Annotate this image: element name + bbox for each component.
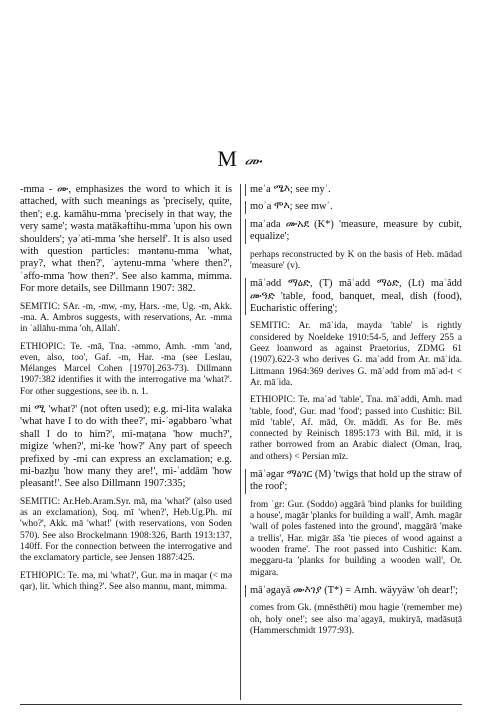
entry-maegaya: māʿǝgayā ሙእገያ (T*) = Amh. wäyyäw 'oh dear!'; [245, 585, 462, 597]
semitic-note: SEMITIC: SAr. -m, -mw, -my, Ḥars. -me, Ug. -m, Akk. -ma. A. Ambros suggests, with reservations, Ar. -mma in ʾallāhu-mma 'oh, Allah'. [20, 301, 232, 335]
entry-mea: meʾa ሜእ; see myʾ. [245, 184, 462, 196]
entry-note: comes from Gk. (mnēsthēti) mou hagie '(remember me) oh, holy one!'; see also maʿagayā, mukiryā, madāsuṭā (Hammerschmidt 1977:93). [250, 603, 462, 636]
entry-mi: mi ሚ 'what?' (not often used); e.g. mi-lita walaka 'what have I to do with thee?', mi-ʾǝgabbǝro 'what shall I do to him?', mi-maṭana 'how much?', migize 'when?', mi-ke 'how?' Any part of speech prefixed by -mi can express an exclamation; e.g. mi-bazḫu 'how many they are!', mi-ʾaddām 'how pleasant!'. See also Dillmann 1907:335; [20, 404, 232, 490]
ethiopic-note: ETHIOPIC: Te. mǝ, mi 'what?', Gur. mǝ in maqar (< mǝ qar), lit. 'which thing?'. See also mannu, mant, mimma. [20, 570, 232, 592]
ethiopic-note: ETHIOPIC: Te. -mā, Tna. -ǝmmo, Amh. -mm 'and, even, also, too', Gaf. -m, Har. -ma (see Leslau, Mélanges Marcel Cohen [1970].263-73). Dillmann 1907:382 identifies it with the interrogative ma 'what?'. For other suggestions, see ib. n. 1. [20, 341, 232, 397]
entry-note: perhaps reconstructed by K on the basis of Heb. mādad 'measure' (v). [250, 249, 462, 271]
ethiopic-note: ETHIOPIC: Te. maʿǝd 'table', Tna. māʿǝddi, Amh. mad 'table, food', Gur. mad 'food'; passed into Cushitic: Bil. mīd 'table', Af. mād, Or. māddī. As for Be. mēs connected by Reinisch 1895:173 with Bil. mīd, it is rather borrowed from an Arabic dialect (Oman, Iraq, and others) < Persian mīz. [250, 395, 462, 462]
page-header [0, 146, 480, 172]
entry-maegar: māʿǝgar ማዕገር (M) 'twigs that hold up the straw of the roof'; [245, 469, 462, 494]
right-column [250, 184, 462, 643]
column-divider [240, 184, 241, 700]
header-ethiopic: ሙ [243, 153, 263, 170]
columns [0, 184, 480, 721]
entry-mma: -mma - ሙ, emphasizes the word to which it is attached, with such meanings as 'precisely, quite, then'; e.g. kamāhu-mma 'precisely in that way, the very same'; wǝsta matākǝftihu-mma 'upon his own shoulders'; yǝʾǝti-mma 'she herself'. It is also used with question particles: mǝntǝnu-mma 'what, pray?, what then?', ʾaytenu-mma 'where then?', ʾǝffo-mma 'how then?'. See also kamma, mimma. For more details, see Dillmann 1907: 382. [20, 184, 232, 295]
entry-maedd: māʿǝdd ማዕድ, (T) māʿadd ማዕድ, (Lt) maʿādd ሙዓድ 'table, food, banquet, meal, dish (food), Eucharistic offering'; [245, 278, 462, 315]
entry-note: from ʾgr: Gur. (Soddo) ǝggārä 'bind planks for building a house', magār 'planks for building a wall', Amh. magār 'wall of poles fastened into the ground', maggārā 'make a trellis', Har. migār āša 'tie pieces of wood against a wooden frame'. The root passed into Cushitic: Kam. meggaru-ta 'planks for building a wooden wall', Or. migara. [250, 499, 462, 578]
entry-maada: maʾada ሙአደ (K*) 'measure, measure by cubit, equalize'; [245, 219, 462, 244]
entry-moa: moʾa ሞእ; see mwʾ. [245, 201, 462, 213]
semitic-note: SEMITIC: Ar.Heb.Aram.Syr. mā, ma 'what?' (also used as an exclamation), Soq. mī 'when?', Heb.Ug.Ph. mī 'who?', Akk. mā 'what!' (with reservations, von Soden 570). See also Brockelmann 1908:326, Barth 1913:137, 140ff. For the connection between the interrogative and the exclamatory particle, see Jensen 1887:425. [20, 496, 232, 564]
header-letter: M [217, 146, 238, 171]
bottom-rule [20, 704, 462, 705]
left-column [20, 184, 232, 599]
semitic-note: SEMITIC: Ar. māʾida, mayda 'table' is rightly considered by Noeldeke 1910:54-5, and Jeffery 255 a Geez loanword as against Praetorius, ZDMG 61 (1907).622-3 who derives G. maʿǝdd from Ar. māʾida. Littmann 1964:369 derives G. māʿǝdd from māʾǝd-t < Ar. māʾida. [250, 321, 462, 388]
